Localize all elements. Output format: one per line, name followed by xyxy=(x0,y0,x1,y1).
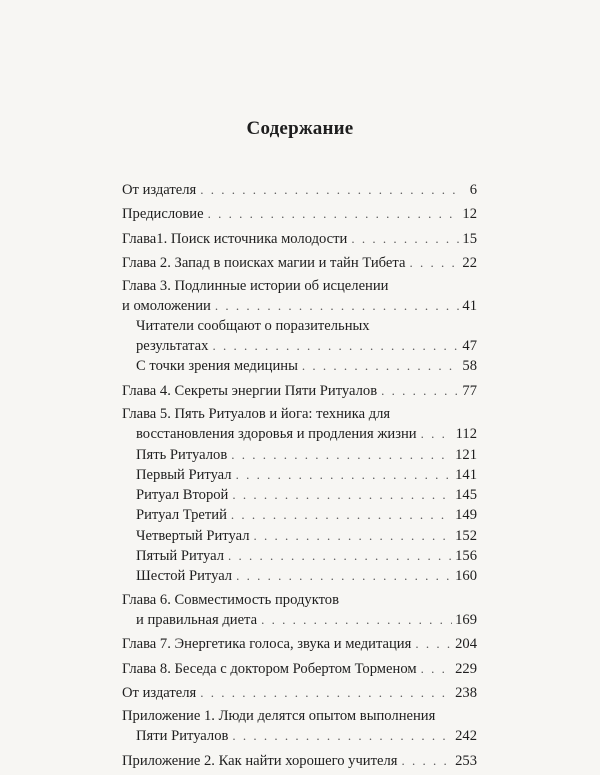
toc-entry xyxy=(122,180,477,200)
toc-entry-title: Глава 4. Секреты энергии Пяти Ритуалов xyxy=(122,382,378,399)
toc-page-number: 156 xyxy=(455,548,477,565)
toc-page-number: 152 xyxy=(455,527,477,544)
toc-page-number: 112 xyxy=(455,426,477,443)
toc-subentry xyxy=(136,485,477,505)
toc-subentry xyxy=(136,445,477,465)
toc-page-number: 169 xyxy=(455,611,477,628)
toc-entry xyxy=(122,683,477,703)
toc-page-number: 242 xyxy=(455,728,477,745)
toc-entry xyxy=(122,659,477,679)
toc-entry-title: Первый Ритуал xyxy=(136,466,232,483)
dot-leader xyxy=(421,659,453,678)
toc-subentry xyxy=(136,526,477,546)
toc-entry-title: Глава 7. Энергетика голоса, звука и медитация xyxy=(122,636,412,653)
toc-page-number: 6 xyxy=(469,182,477,198)
toc-entry-title-line: Глава 3. Подлинные истории об исцелении xyxy=(122,278,389,295)
toc-entry-title: От издателя xyxy=(122,684,197,701)
table-of-contents xyxy=(122,180,477,775)
dot-leader xyxy=(228,546,452,565)
dot-leader xyxy=(232,485,452,504)
toc-page-number: 47 xyxy=(462,338,477,355)
toc-entry-title: От издателя xyxy=(122,182,197,198)
toc-entry-title: и правильная диета xyxy=(136,611,258,628)
toc-entry xyxy=(122,405,477,445)
toc-entry-title: Четвертый Ритуал xyxy=(136,527,250,544)
toc-entry-title: и омоложении xyxy=(122,298,211,315)
toc-entry-title-line: Глава 6. Совместимость продуктов xyxy=(122,591,339,608)
dot-leader xyxy=(415,634,452,653)
toc-entry xyxy=(122,229,477,249)
dot-leader xyxy=(200,180,462,199)
toc-page-number: 149 xyxy=(455,507,477,524)
toc-entry-title-line: Приложение 1. Люди делятся опытом выполнения xyxy=(122,708,436,725)
dot-leader xyxy=(253,526,452,545)
toc-page-number: 58 xyxy=(462,358,477,375)
toc-entry-title: С точки зрения медицины xyxy=(136,358,298,375)
toc-entry-title: восстановления здоровья и продления жизни xyxy=(136,426,417,443)
toc-subentry xyxy=(136,356,477,376)
toc-subentry xyxy=(136,546,477,566)
toc-entry xyxy=(122,204,477,224)
toc-entry xyxy=(122,634,477,654)
toc-page-number: 253 xyxy=(455,752,477,769)
toc-entry-title: Ритуал Третий xyxy=(136,507,227,524)
toc-subentry xyxy=(136,465,477,485)
toc-page-number: 145 xyxy=(455,487,477,504)
toc-subentry xyxy=(136,505,477,525)
toc-entry-title: Глава1. Поиск источника молодости xyxy=(122,230,348,247)
toc-entry-title: Глава 8. Беседа с доктором Робертом Торменом xyxy=(122,660,417,677)
toc-page-number: 77 xyxy=(462,382,477,399)
toc-entry-title: Пяти Ритуалов xyxy=(136,728,229,745)
toc-entry-title: Глава 2. Запад в поисках магии и тайн Тибета xyxy=(122,254,406,271)
toc-entry xyxy=(122,591,477,631)
toc-entry-title: Шестой Ритуал xyxy=(136,568,233,585)
dot-leader xyxy=(208,204,460,223)
dot-leader xyxy=(302,356,460,375)
toc-page-number: 160 xyxy=(455,568,477,585)
dot-leader xyxy=(261,610,452,629)
toc-page-number: 22 xyxy=(462,254,477,271)
toc-entry-title: Пять Ритуалов xyxy=(136,446,228,463)
dot-leader xyxy=(236,465,453,484)
dot-leader xyxy=(200,683,452,702)
toc-entry-title: Ритуал Второй xyxy=(136,487,229,504)
toc-entry-title: Приложение 2. Как найти хорошего учителя xyxy=(122,752,398,769)
toc-entry-title: результатах xyxy=(136,338,209,355)
dot-leader xyxy=(401,751,452,770)
dot-leader xyxy=(215,296,460,315)
toc-page-number: 15 xyxy=(462,230,477,247)
toc-page-number: 121 xyxy=(455,446,477,463)
toc-page-number: 141 xyxy=(455,466,477,483)
toc-entry xyxy=(122,707,477,747)
toc-entry-title: Предисловие xyxy=(122,206,204,223)
toc-entry xyxy=(122,277,477,317)
page-title: Содержание xyxy=(246,118,354,139)
dot-leader xyxy=(232,726,452,745)
dot-leader xyxy=(381,381,459,400)
dot-leader xyxy=(409,253,459,272)
dot-leader xyxy=(212,336,459,355)
toc-page-number: 229 xyxy=(455,660,477,677)
toc-page-number: 238 xyxy=(455,684,477,701)
toc-entry xyxy=(122,253,477,273)
dot-leader xyxy=(231,505,452,524)
dot-leader xyxy=(351,229,459,248)
toc-page-number: 12 xyxy=(462,206,477,223)
toc-entry xyxy=(122,381,477,401)
toc-subentry xyxy=(136,566,477,586)
dot-leader xyxy=(421,424,453,443)
toc-entry-title-line: Читатели сообщают о поразительных xyxy=(136,317,370,334)
toc-entry xyxy=(122,751,477,771)
toc-entry-title: Пятый Ритуал xyxy=(136,548,224,565)
dot-leader xyxy=(231,445,452,464)
toc-entry-title-line: Глава 5. Пять Ритуалов и йога: техника для xyxy=(122,405,391,422)
toc-page-number: 41 xyxy=(462,298,477,315)
toc-page-number: 204 xyxy=(455,636,477,653)
toc-subentry xyxy=(136,317,477,357)
dot-leader xyxy=(236,566,452,585)
